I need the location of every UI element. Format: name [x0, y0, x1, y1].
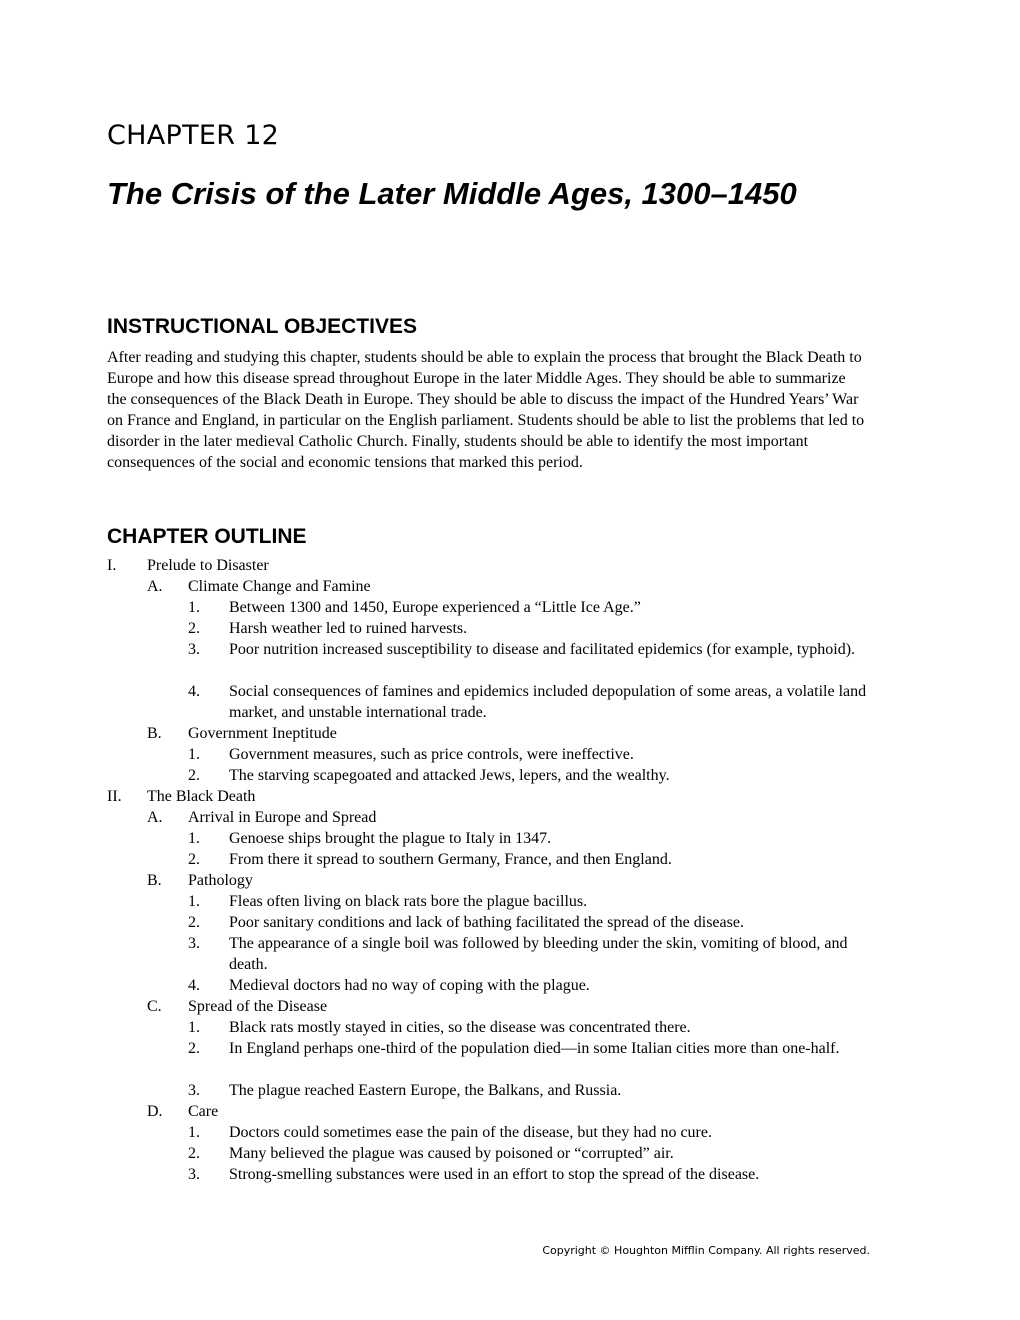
outline-item-number: 2.	[188, 1040, 200, 1057]
outline-item-level-3	[0, 828, 1020, 849]
outline-item-text: Black rats mostly stayed in cities, so the disease was concentrated there.	[229, 1019, 691, 1036]
outline-item-text: Climate Change and Famine	[188, 578, 371, 595]
outline-item-text: Doctors could sometimes ease the pain of the disease, but they had no cure.	[229, 1124, 712, 1141]
outline-heading: CHAPTER OUTLINE	[107, 525, 307, 548]
outline-item-level-3	[0, 1122, 1020, 1143]
outline-item-number: 1.	[188, 1019, 200, 1036]
outline-item-number: 2.	[188, 1145, 200, 1162]
outline-item-text: The plague reached Eastern Europe, the Balkans, and Russia.	[229, 1082, 622, 1099]
outline-item-number: 1.	[188, 830, 200, 847]
outline-item-text: Spread of the Disease	[188, 998, 328, 1015]
outline-item-level-3	[0, 639, 1020, 681]
outline-item-number: 4.	[188, 683, 200, 700]
outline-item-number: 1.	[188, 746, 200, 763]
outline-item-number: 3.	[188, 1166, 200, 1183]
outline-item-number: B.	[147, 725, 162, 742]
outline-item-text: From there it spread to southern Germany, France, and then England.	[229, 851, 672, 868]
outline-item-text: The appearance of a single boil was followed by bleeding under the skin, vomiting of blood, and death.	[229, 935, 848, 973]
outline-item-text: Harsh weather led to ruined harvests.	[229, 620, 468, 637]
outline-item-number: 2.	[188, 851, 200, 868]
outline-item-level-3	[0, 975, 1020, 996]
objectives-paragraph: After reading and studying this chapter, students should be able to explain the process that brought the Black Death to Europe and how this disease spread throughout Europe in the later Middle Ages. They should be able to summarize the consequences of the Black Death in Europe. They should be able to discuss the impact of the Hundred Years’ War on France and England, in particular on the English parliament. Students should be able to list the problems that led to disorder in the later medieval Catholic Church. Finally, students should be able to identify the most important consequences of the social and economic tensions that marked this period.	[107, 349, 865, 471]
outline-item-number: 1.	[188, 599, 200, 616]
outline-item-text: Fleas often living on black rats bore the plague bacillus.	[229, 893, 588, 910]
outline-item-number: 1.	[188, 893, 200, 910]
outline-item-number: B.	[147, 872, 162, 889]
outline-item-text: Poor nutrition increased susceptibility to disease and facilitated epidemics (for example, typhoid).	[229, 641, 856, 658]
outline-item-text: Many believed the plague was caused by poisoned or “corrupted” air.	[229, 1145, 674, 1162]
outline-item-level-1	[0, 555, 1020, 576]
outline-item-text: The starving scapegoated and attacked Jews, lepers, and the wealthy.	[229, 767, 670, 784]
outline-item-level-3	[0, 933, 1020, 975]
chapter-title: The Crisis of the Later Middle Ages, 1300–1450	[107, 176, 797, 211]
outline-item-number: 1.	[188, 1124, 200, 1141]
copyright-footer: Copyright © Houghton Mifflin Company. All rights reserved.	[542, 1244, 870, 1257]
outline-item-level-3	[0, 891, 1020, 912]
outline-item-level-3	[0, 618, 1020, 639]
outline-item-text: Medieval doctors had no way of coping with the plague.	[229, 977, 590, 994]
chapter-label: CHAPTER 12	[107, 120, 280, 151]
outline-item-number: 2.	[188, 914, 200, 931]
outline-item-text: Strong-smelling substances were used in an effort to stop the spread of the disease.	[229, 1166, 760, 1183]
outline-item-level-1	[0, 786, 1020, 807]
outline-item-level-3	[0, 849, 1020, 870]
outline-item-level-3	[0, 912, 1020, 933]
outline-item-number: 2.	[188, 620, 200, 637]
outline-item-number: A.	[147, 578, 163, 595]
outline-list	[0, 555, 1020, 1185]
outline-item-level-3	[0, 597, 1020, 618]
outline-item-level-2	[0, 723, 1020, 744]
outline-item-level-2	[0, 870, 1020, 891]
outline-item-number: 3.	[188, 935, 200, 952]
outline-item-level-3	[0, 1038, 1020, 1080]
outline-item-number: I.	[107, 557, 117, 574]
outline-item-level-3	[0, 765, 1020, 786]
outline-item-text: Arrival in Europe and Spread	[188, 809, 377, 826]
outline-item-text: The Black Death	[147, 788, 256, 805]
outline-item-level-3	[0, 681, 1020, 723]
outline-item-number: 3.	[188, 641, 200, 658]
outline-item-number: 2.	[188, 767, 200, 784]
outline-item-text: Between 1300 and 1450, Europe experienced a “Little Ice Age.”	[229, 599, 641, 616]
outline-item-number: 3.	[188, 1082, 200, 1099]
outline-item-level-3	[0, 1017, 1020, 1038]
outline-item-number: D.	[147, 1103, 163, 1120]
outline-item-text: Pathology	[188, 872, 253, 889]
outline-item-level-2	[0, 576, 1020, 597]
outline-item-number: II.	[107, 788, 122, 805]
outline-item-text: Prelude to Disaster	[147, 557, 269, 574]
outline-item-number: A.	[147, 809, 163, 826]
outline-item-text: Government Ineptitude	[188, 725, 337, 742]
outline-item-text: Care	[188, 1103, 219, 1120]
outline-item-text: In England perhaps one-third of the population died—in some Italian cities more than one-half.	[229, 1040, 840, 1057]
outline-item-level-3	[0, 1164, 1020, 1185]
outline-item-level-2	[0, 1101, 1020, 1122]
outline-item-text: Genoese ships brought the plague to Italy in 1347.	[229, 830, 552, 847]
outline-item-text: Government measures, such as price controls, were ineffective.	[229, 746, 634, 763]
outline-item-level-3	[0, 744, 1020, 765]
outline-item-level-3	[0, 1143, 1020, 1164]
objectives-heading: INSTRUCTIONAL OBJECTIVES	[107, 315, 417, 338]
outline-item-text: Social consequences of famines and epidemics included depopulation of some areas, a volatile land market, and unstable international trade.	[229, 683, 867, 721]
outline-item-level-3	[0, 1080, 1020, 1101]
outline-item-level-2	[0, 807, 1020, 828]
outline-item-number: C.	[147, 998, 162, 1015]
outline-item-text: Poor sanitary conditions and lack of bathing facilitated the spread of the disease.	[229, 914, 744, 931]
outline-item-level-2	[0, 996, 1020, 1017]
outline-item-number: 4.	[188, 977, 200, 994]
